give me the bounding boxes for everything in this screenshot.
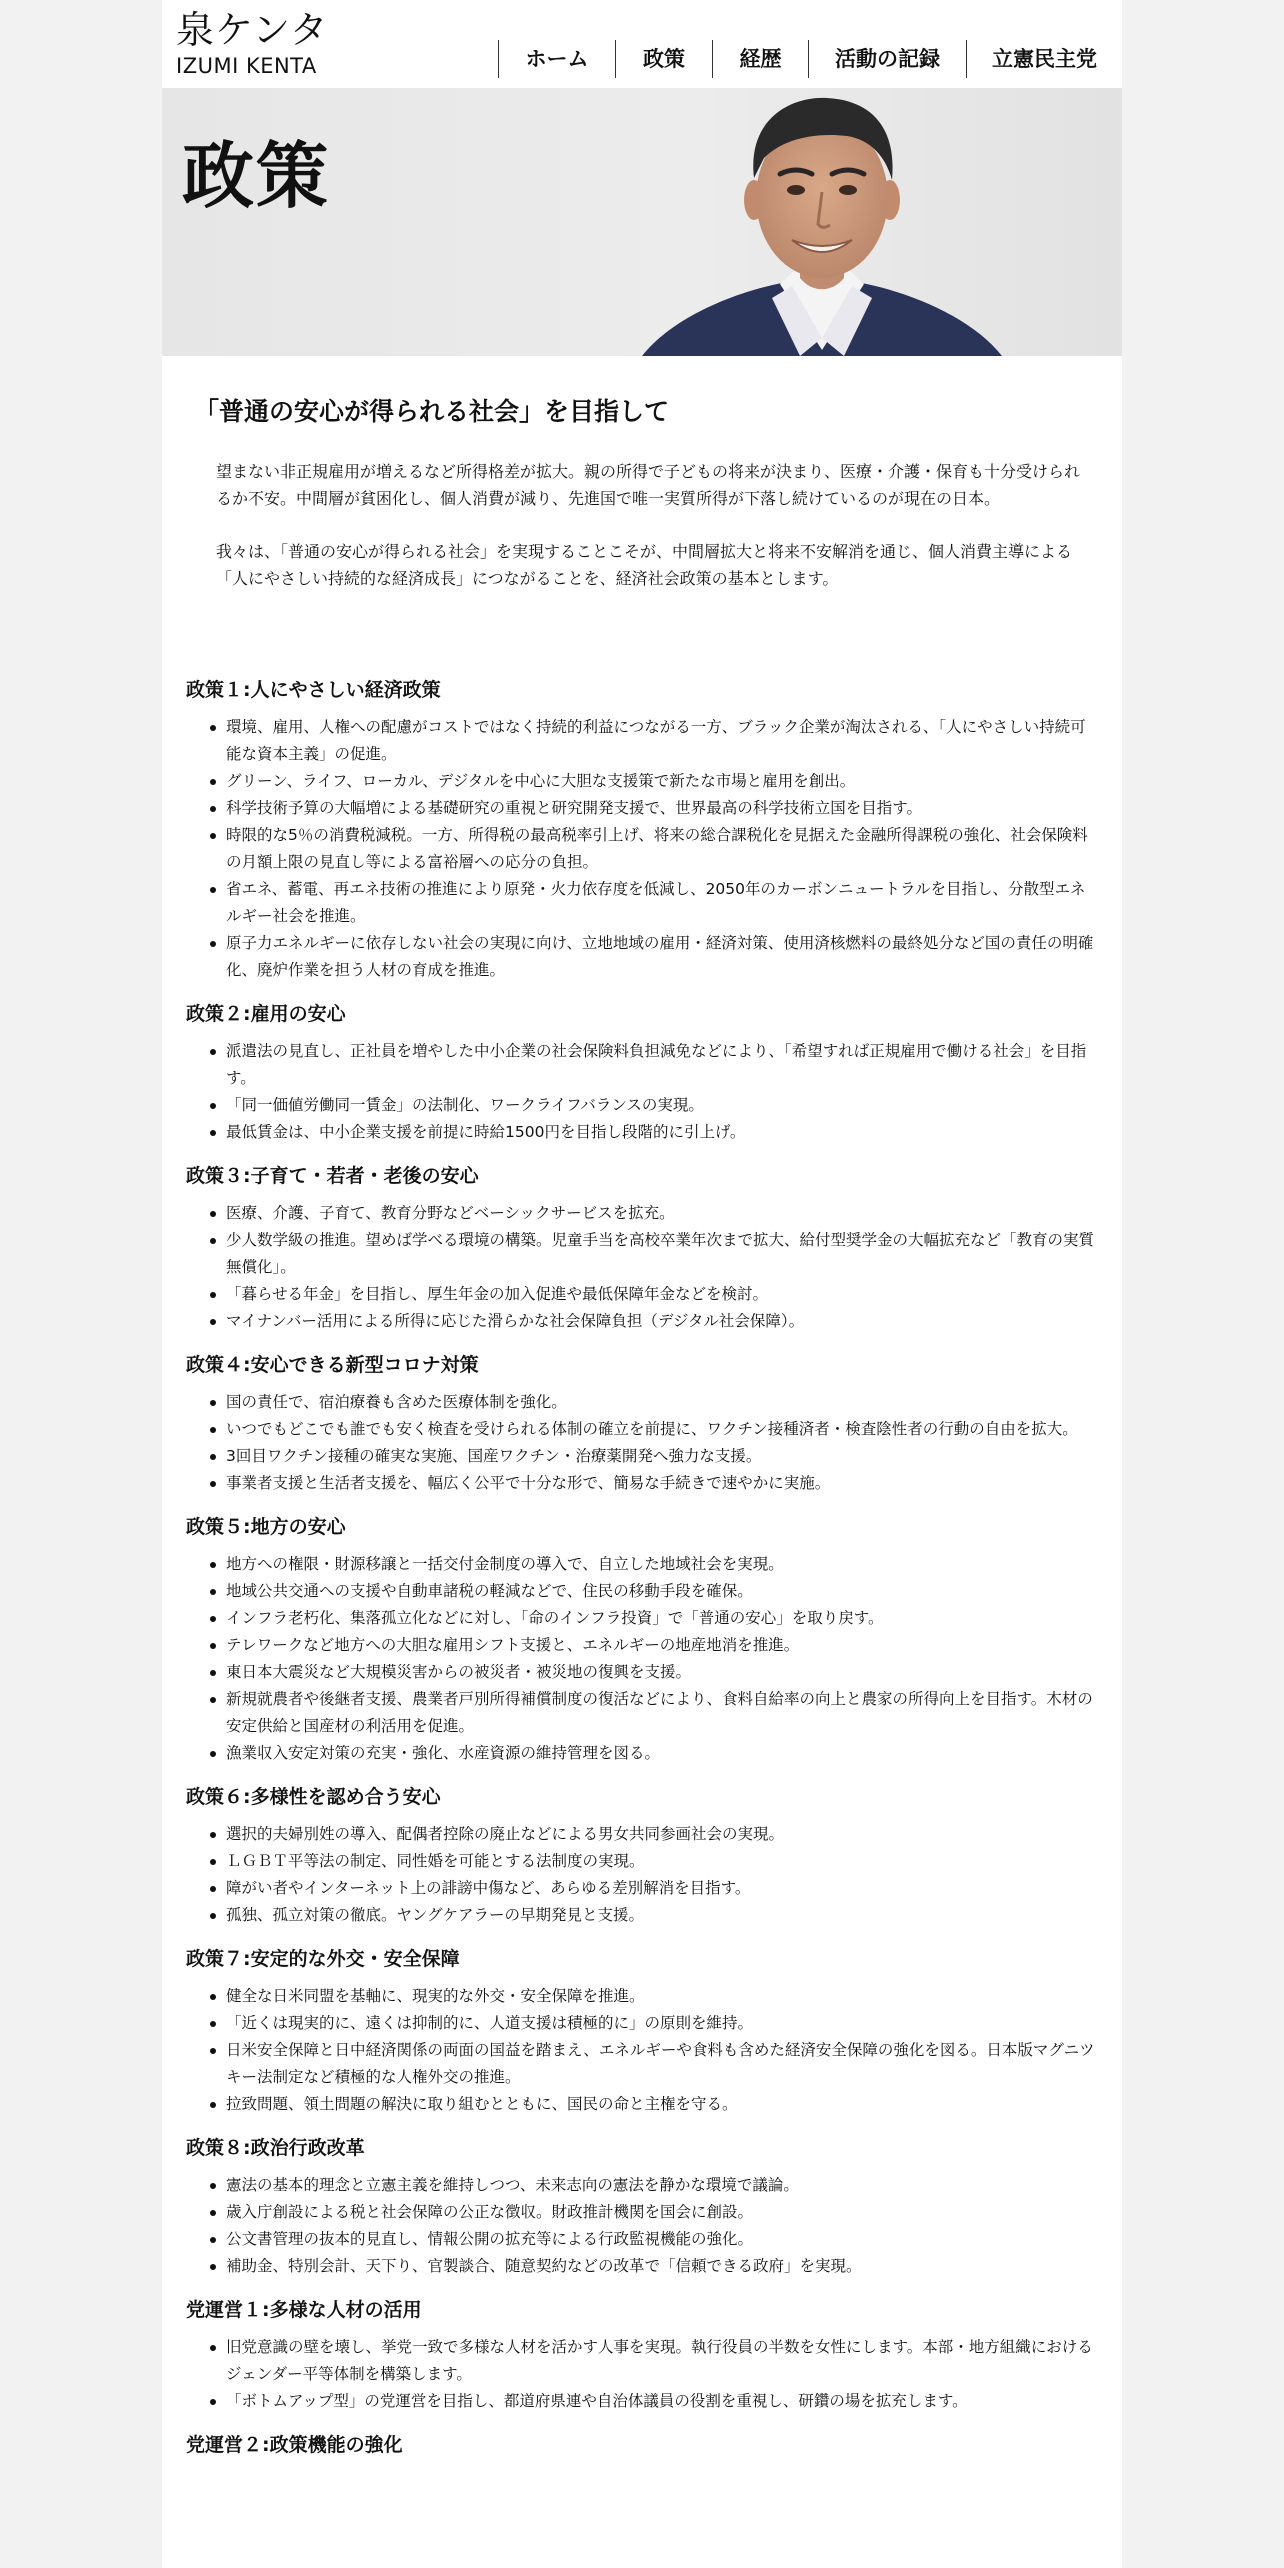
list-item: 派遣法の見直し、正社員を増やした中小企業の社会保険料負担減免などにより、「希望すれば正規雇用で働ける社会」を目指す。 xyxy=(210,1038,1098,1092)
page-title: 政策 xyxy=(182,134,331,218)
list-item: 3回目ワクチン接種の確実な実施、国産ワクチン・治療薬開発へ強力な支援。 xyxy=(210,1443,1098,1470)
list-item: 「同一価値労働同一賃金」の法制化、ワークライフバランスの実現。 xyxy=(210,1092,1098,1119)
section-title: 政策１:人にやさしい経済政策 xyxy=(186,679,441,701)
list-item: 選択的夫婦別姓の導入、配偶者控除の廃止などによる男女共同参画社会の実現。 xyxy=(210,1821,1098,1848)
site-logo[interactable] xyxy=(176,10,329,78)
policy-content xyxy=(172,356,1112,2568)
policy-section xyxy=(186,2431,1098,2459)
section-title: 政策５:地方の安心 xyxy=(186,1516,346,1538)
list-item: 時限的な5％の消費税減税。一方、所得税の最高税率引上げ、将来の総合課税化を見据えた金融所得課税の強化、社会保険料の月額上限の見直し等による富裕層への応分の負担。 xyxy=(210,822,1098,876)
policy-list xyxy=(186,1200,1098,1335)
section-title: 政策６:多様性を認め合う安心 xyxy=(186,1786,441,1808)
section-title: 政策３:子育て・若者・老後の安心 xyxy=(186,1165,479,1187)
policy-list xyxy=(186,714,1098,984)
policy-list xyxy=(186,1983,1098,2118)
main-nav xyxy=(498,40,1122,78)
list-item: マイナンバー活用による所得に応じた滑らかな社会保障負担（デジタル社会保障）。 xyxy=(210,1308,1098,1335)
list-item: 地域公共交通への支援や自動車諸税の軽減などで、住民の移動手段を確保。 xyxy=(210,1578,1098,1605)
policy-list xyxy=(186,1389,1098,1497)
policy-list xyxy=(186,1038,1098,1146)
lead-paragraph-1: 望まない非正規雇用が増えるなど所得格差が拡大。親の所得で子どもの将来が決まり、医療・介護・保育も十分受けられるか不安。中間層が貧困化し、個人消費が減り、先進国で唯一実質所得が下落し続けているのが現在の日本。 xyxy=(216,462,1081,508)
policy-section xyxy=(186,2134,1098,2280)
list-item: 地方への権限・財源移譲と一括交付金制度の導入で、自立した地域社会を実現。 xyxy=(210,1551,1098,1578)
list-item: 科学技術予算の大幅増による基礎研究の重視と研究開発支援で、世界最高の科学技術立国を目指す。 xyxy=(210,795,1098,822)
logo-japanese: 泉ケンタ xyxy=(176,8,329,52)
section-title: 政策７:安定的な外交・安全保障 xyxy=(186,1948,460,1970)
list-item: 「ボトムアップ型」の党運営を目指し、都道府県連や自治体議員の役割を重視し、研鑽の場を拡充します。 xyxy=(210,2388,1098,2415)
list-item: 東日本大震災など大規模災害からの被災者・被災地の復興を支援。 xyxy=(210,1659,1098,1686)
section-title: 党運営１:多様な人材の活用 xyxy=(186,2299,422,2321)
section-title: 政策２:雇用の安心 xyxy=(186,1003,346,1025)
list-item: 障がい者やインターネット上の誹謗中傷など、あらゆる差別解消を目指す。 xyxy=(210,1875,1098,1902)
policy-section xyxy=(186,676,1098,984)
policy-list xyxy=(186,2334,1098,2415)
list-item: グリーン、ライフ、ローカル、デジタルを中心に大胆な支援策で新たな市場と雇用を創出。 xyxy=(210,768,1098,795)
list-item: 国の責任で、宿泊療養も含めた医療体制を強化。 xyxy=(210,1389,1098,1416)
lead-paragraph-2: 我々は、「普通の安心が得られる社会」を実現することこそが、中間層拡大と将来不安解消を通じ、個人消費主導による「人にやさしい持続的な経済成長」につながることを、経済社会政策の基本とします。 xyxy=(216,542,1073,588)
list-item: 日米安全保障と日中経済関係の両面の国益を踏まえ、エネルギーや食料も含めた経済安全保障の強化を図る。日本版マグニツキー法制定など積極的な人権外交の推進。 xyxy=(210,2037,1098,2091)
policy-section xyxy=(186,1783,1098,1929)
list-item: 拉致問題、領土問題の解決に取り組むとともに、国民の命と主権を守る。 xyxy=(210,2091,1098,2118)
section-title: 政策８:政治行政改革 xyxy=(186,2137,365,2159)
list-item: 少人数学級の推進。望めば学べる環境の構築。児童手当を高校卒業年次まで拡大、給付型奨学金の大幅拡充など「教育の実質無償化」。 xyxy=(210,1227,1098,1281)
policy-section xyxy=(186,1945,1098,2118)
logo-english: IZUMI KENTA xyxy=(176,54,317,78)
nav-activity[interactable]: 活動の記録 xyxy=(808,40,966,78)
list-item: 原子力エネルギーに依存しない社会の実現に向け、立地地域の雇用・経済対策、使用済核燃料の最終処分など国の責任の明確化、廃炉作業を担う人材の育成を推進。 xyxy=(210,930,1098,984)
list-item: 漁業収入安定対策の充実・強化、水産資源の維持管理を図る。 xyxy=(210,1740,1098,1767)
site-header xyxy=(162,0,1122,88)
list-item: 「近くは現実的に、遠くは抑制的に、人道支援は積極的に」の原則を維持。 xyxy=(210,2010,1098,2037)
list-item: 環境、雇用、人権への配慮がコストではなく持続的利益につながる一方、ブラック企業が淘汰される、「人にやさしい持続可能な資本主義」の促進。 xyxy=(210,714,1098,768)
policy-sections xyxy=(186,676,1098,2475)
nav-party[interactable]: 立憲民主党 xyxy=(966,40,1122,78)
section-title: 政策４:安心できる新型コロナ対策 xyxy=(186,1354,479,1376)
policy-list xyxy=(186,2172,1098,2280)
list-item: 健全な日米同盟を基軸に、現実的な外交・安全保障を推進。 xyxy=(210,1983,1098,2010)
list-item: 孤独、孤立対策の徹底。ヤングケアラーの早期発見と支援。 xyxy=(210,1902,1098,1929)
lead-title: 「普通の安心が得られる社会」を目指して xyxy=(194,397,670,426)
page xyxy=(162,0,1122,2568)
list-item: 事業者支援と生活者支援を、幅広く公平で十分な形で、簡易な手続きで速やかに実施。 xyxy=(210,1470,1098,1497)
list-item: 歳入庁創設による税と社会保障の公正な徴収。財政推計機関を国会に創設。 xyxy=(210,2199,1098,2226)
policy-list xyxy=(186,1551,1098,1767)
nav-home[interactable]: ホーム xyxy=(498,40,615,78)
list-item: ＬＧＢＴ平等法の制定、同性婚を可能とする法制度の実現。 xyxy=(210,1848,1098,1875)
policy-section xyxy=(186,1513,1098,1767)
policy-list xyxy=(186,1821,1098,1929)
list-item: 省エネ、蓄電、再エネ技術の推進により原発・火力依存度を低減し、2050年のカーボンニュートラルを目指し、分散型エネルギー社会を推進。 xyxy=(210,876,1098,930)
list-item: 「暮らせる年金」を目指し、厚生年金の加入促進や最低保障年金などを検討。 xyxy=(210,1281,1098,1308)
policy-section xyxy=(186,1162,1098,1335)
nav-career[interactable]: 経歴 xyxy=(712,40,808,78)
hero-banner xyxy=(162,88,1122,356)
list-item: 医療、介護、子育て、教育分野などベーシックサービスを拡充。 xyxy=(210,1200,1098,1227)
section-title: 党運営２:政策機能の強化 xyxy=(186,2434,403,2456)
list-item: 補助金、特別会計、天下り、官製談合、随意契約などの改革で「信頼できる政府」を実現。 xyxy=(210,2253,1098,2280)
list-item: 旧党意識の壁を壊し、挙党一致で多様な人材を活かす人事を実現。執行役員の半数を女性にします。本部・地方組織におけるジェンダー平等体制を構築します。 xyxy=(210,2334,1098,2388)
portrait-photo xyxy=(642,88,1002,356)
list-item: 公文書管理の抜本的見直し、情報公開の拡充等による行政監視機能の強化。 xyxy=(210,2226,1098,2253)
list-item: 新規就農者や後継者支援、農業者戸別所得補償制度の復活などにより、食料自給率の向上と農家の所得向上を目指す。木材の安定供給と国産材の利活用を促進。 xyxy=(210,1686,1098,1740)
list-item: インフラ老朽化、集落孤立化などに対し、「命のインフラ投資」で「普通の安心」を取り戻す。 xyxy=(210,1605,1098,1632)
policy-section xyxy=(186,2296,1098,2415)
list-item: 最低賃金は、中小企業支援を前提に時給1500円を目指し段階的に引上げ。 xyxy=(210,1119,1098,1146)
nav-policy[interactable]: 政策 xyxy=(615,40,712,78)
policy-section xyxy=(186,1000,1098,1146)
list-item: テレワークなど地方への大胆な雇用シフト支援と、エネルギーの地産地消を推進。 xyxy=(210,1632,1098,1659)
list-item: いつでもどこでも誰でも安く検査を受けられる体制の確立を前提に、ワクチン接種済者・検査陰性者の行動の自由を拡大。 xyxy=(210,1416,1098,1443)
policy-section xyxy=(186,1351,1098,1497)
list-item: 憲法の基本的理念と立憲主義を維持しつつ、未来志向の憲法を静かな環境で議論。 xyxy=(210,2172,1098,2199)
